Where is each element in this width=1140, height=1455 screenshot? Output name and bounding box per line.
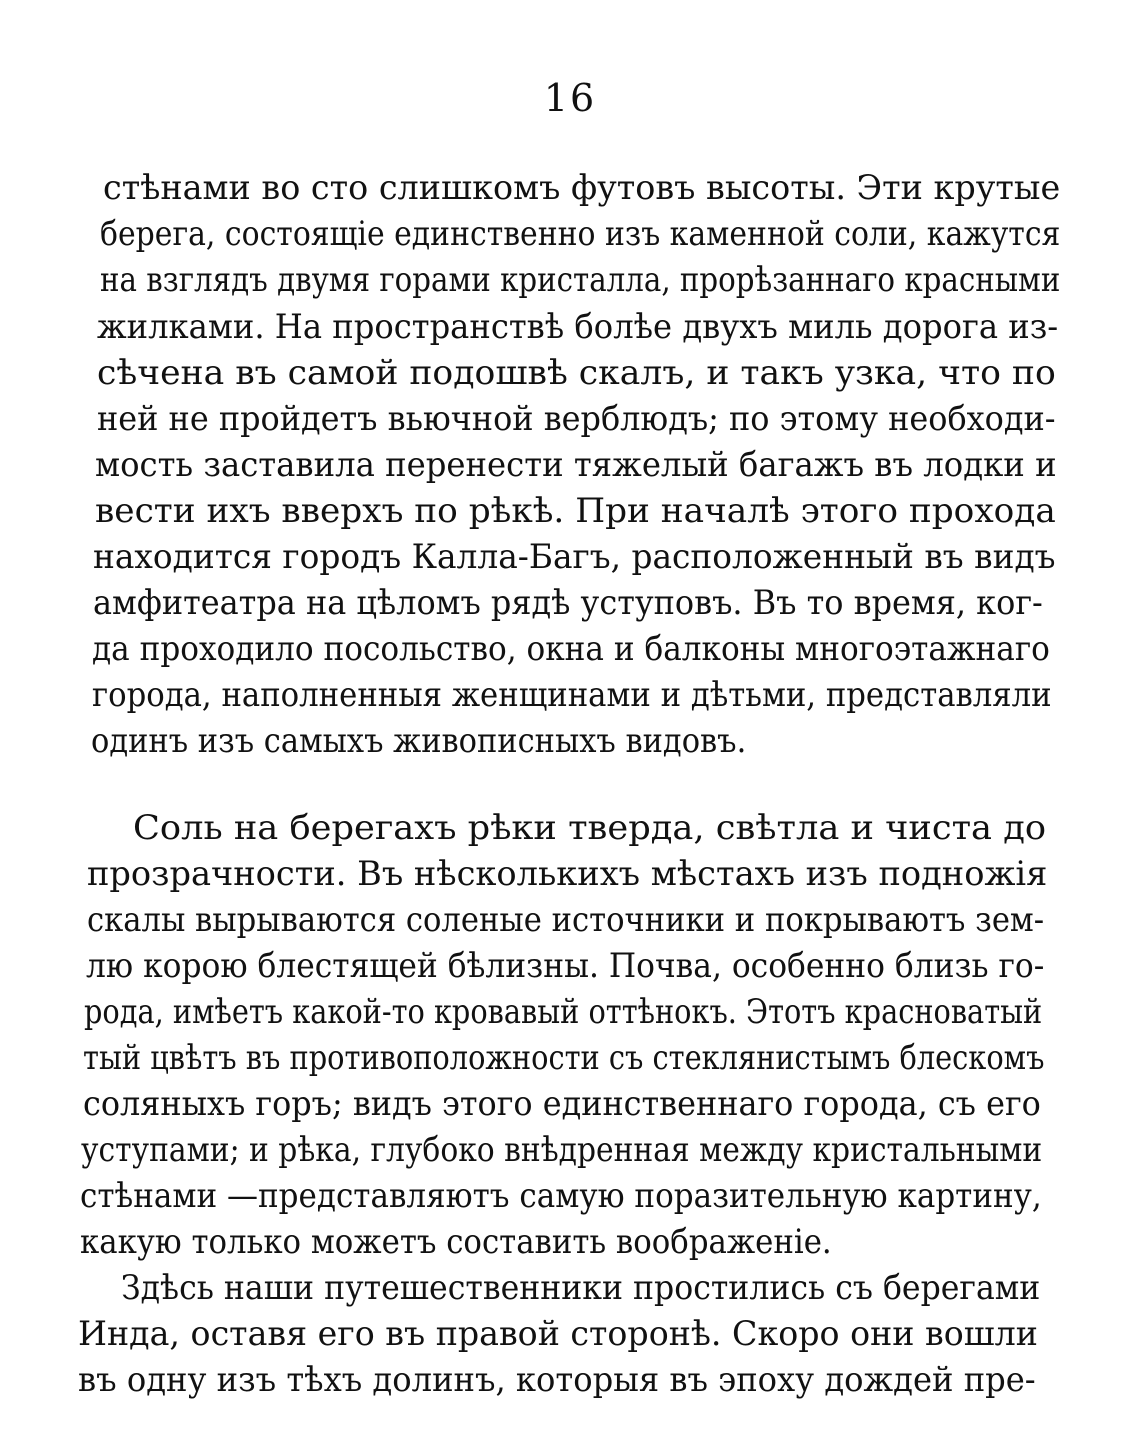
text-line: мость заставила перенести тяжелый багажъ въ лодки и [95, 445, 1057, 485]
text-line: прозрачности. Въ нѣсколькихъ мѣстахъ изъ подножія [87, 854, 1048, 894]
text-line: скалы вырываются соленые источники и покрываютъ зем- [87, 900, 1045, 940]
text-line: амфитеатра на цѣломъ рядѣ уступовъ. Въ то время, ког- [93, 583, 1043, 623]
text-line: Инда, оставя его въ правой сторонѣ. Скоро они вошли [78, 1314, 1038, 1354]
text-line: да проходило посольство, окна и балконы многоэтажнаго [92, 629, 1050, 669]
page-number: 16 [543, 76, 597, 120]
text-line: лю корою блестящей бѣлизны. Почва, особенно близь го- [86, 946, 1045, 986]
text-line: стѣнами во сто слишкомъ футовъ высоты. Эти крутые [103, 168, 1061, 208]
text-line: Соль на берегахъ рѣки тверда, свѣтла и чиста до [133, 808, 1047, 848]
text-line: берега, состоящіе единственно изъ каменной соли, кажутся [100, 214, 1061, 254]
text-line: жилками. На пространствѣ болѣе двухъ миль дорога из- [97, 307, 1059, 347]
text-line: уступами; и рѣка, глубоко внѣдренная между кристальными [81, 1130, 1043, 1170]
text-line: сѣчена въ самой подошвѣ скалъ, и такъ узка, что по [97, 353, 1056, 393]
text-line: соляныхъ горъ; видъ этого единственнаго города, съ его [83, 1084, 1041, 1124]
text-line: ней не пройдетъ вьючной верблюдъ; по этому необходи- [97, 399, 1056, 439]
text-line: въ одну изъ тѣхъ долинъ, которыя въ эпоху дождей пре- [78, 1360, 1036, 1400]
text-line: какую только можетъ составить воображеніе. [80, 1222, 832, 1262]
text-line: рода, имѣетъ какой-то кровавый оттѣнокъ. Этотъ красноватый [84, 992, 1043, 1032]
text-line: стѣнами —представляютъ самую поразительную картину, [80, 1176, 1042, 1216]
text-line: находится городъ Калла-Багъ, расположенный въ видъ [93, 537, 1056, 577]
text-line: тый цвѣтъ въ противоположности съ стеклянистымъ блескомъ [83, 1038, 1045, 1078]
text-line: вести ихъ вверхъ по рѣкѣ. При началѣ этого прохода [95, 491, 1056, 531]
text-line: одинъ изъ самыхъ живописныхъ видовъ. [91, 721, 747, 761]
text-line: Здѣсь наши путешественники простились съ берегами [121, 1268, 1041, 1308]
text-line: города, наполненныя женщинами и дѣтьми, представляли [92, 675, 1052, 715]
text-line: на взглядъ двумя горами кристалла, прорѣзаннаго красными [100, 260, 1061, 300]
